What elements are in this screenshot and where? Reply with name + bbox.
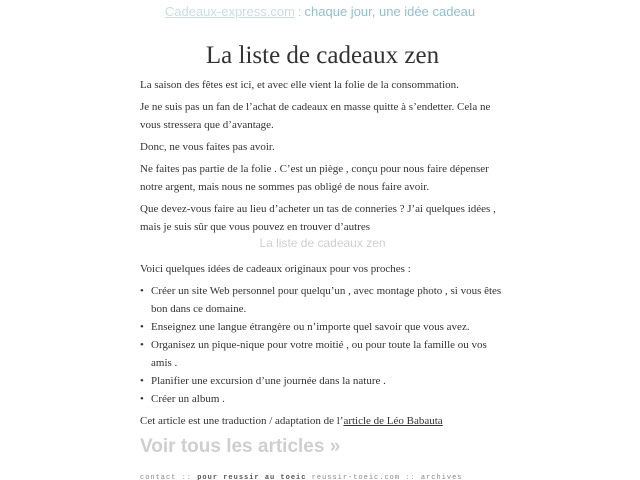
bullet-icon: • xyxy=(140,393,144,405)
site-header xyxy=(0,4,640,20)
list-item-text: Enseignez une langue étrangère ou n’importe quel savoir que vous avez. xyxy=(151,321,470,333)
credit-link[interactable]: article de Léo Babauta xyxy=(343,415,443,427)
list-item-text: Planifier une excursion d’une journée dans la nature . xyxy=(151,375,386,387)
footer-toeic-site-link[interactable]: reussir-toeic.com xyxy=(311,474,401,480)
footer-toeic-link[interactable]: pour reussir au toeic xyxy=(197,474,307,480)
bullet-icon: • xyxy=(140,285,144,297)
bullet-icon: • xyxy=(140,375,144,387)
list-item xyxy=(140,336,505,372)
site-footer xyxy=(140,474,505,480)
site-tagline: chaque jour, une idée cadeau xyxy=(304,4,476,19)
ideas-list xyxy=(140,282,505,408)
article-container xyxy=(140,40,505,480)
list-item xyxy=(140,390,505,408)
header-separator: : xyxy=(297,4,302,19)
bullet-icon: • xyxy=(140,339,144,351)
list-item-text: Créer un site Web personnel pour quelqu’un , avec montage photo , si vous êtes bon dans ce domaine. xyxy=(151,285,502,315)
footer-contact-link[interactable]: contact xyxy=(140,474,177,480)
article-image-alt-text: La liste de cadeaux zen xyxy=(259,236,386,250)
bullet-icon: • xyxy=(140,321,144,333)
article-credit xyxy=(140,412,505,430)
article-paragraph: Donc, ne vous faites pas avoir. xyxy=(140,141,275,153)
site-home-link[interactable]: Cadeaux-express.com xyxy=(164,4,295,19)
all-articles-link[interactable]: Voir tous les articles » xyxy=(140,436,341,457)
article-paragraph: Je ne suis pas un fan de l’achat de cadeaux en masse quitte à s’endetter. Cela ne vous stressera que d’avantage. xyxy=(140,101,491,131)
list-item-text: Organisez un pique-nique pour votre moitié , ou pour toute la famille ou vos amis . xyxy=(151,339,487,369)
credit-prefix: Cet article est une traduction / adaptation de l’ xyxy=(140,415,344,427)
list-item xyxy=(140,282,505,318)
article-paragraph: Ne faites pas partie de la folie . C’est un piège , conçu pour nous faire dépenser notre argent, mais nous ne sommes pas obligé de nous faire avoir. xyxy=(140,163,489,193)
footer-archives-link[interactable]: archives xyxy=(420,474,463,480)
list-item-text: Créer un album . xyxy=(151,393,225,405)
footer-separator: :: xyxy=(405,474,416,480)
article-paragraph: Que devez-vous faire au lieu d’acheter un tas de conneries ? J’ai quelques idées , mais je suis sûr que vous pouvez en trouver d’autres xyxy=(140,203,496,233)
ideas-intro: Voici quelques idées de cadeaux originaux pour vos proches : xyxy=(140,263,411,275)
list-item xyxy=(140,372,505,390)
list-item xyxy=(140,318,505,336)
article-paragraph: La saison des fêtes est ici, et avec elle vient la folie de la consommation. xyxy=(140,79,459,91)
footer-separator: :: xyxy=(181,474,193,480)
article-title: La liste de cadeaux zen xyxy=(205,42,440,69)
